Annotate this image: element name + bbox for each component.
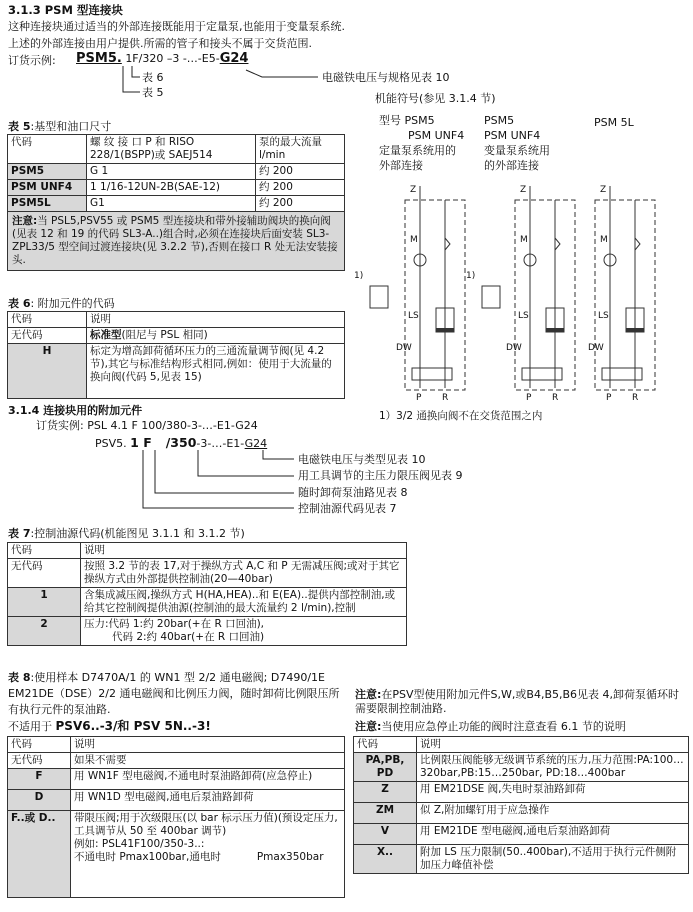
label-note-1: 1) (354, 271, 364, 281)
table-row (8, 588, 407, 617)
table8-title-bold: 表 8 (8, 671, 31, 684)
table6-title (8, 297, 115, 310)
code2-psv5: PSV5. (95, 437, 127, 450)
table8-right-code: ZM (354, 803, 417, 824)
table6-title-rest: : 附加元件的代码 (30, 297, 115, 310)
label-dw: DW (396, 343, 412, 353)
annotation-table6: 表 6 (142, 71, 164, 84)
table8-left-desc: 如果不需要 (71, 753, 345, 769)
table6-desc (87, 328, 345, 344)
table-row (354, 753, 689, 782)
order-label-2: 订货实例: (36, 419, 84, 432)
label-dw: DW (588, 343, 604, 353)
table7-code: 1 (8, 588, 81, 617)
symbols-col1-line2: PSM UNF4 (408, 129, 465, 142)
table8-left-desc (71, 811, 345, 898)
table8-right-header-code: 代码 (354, 737, 417, 753)
label-r: R (632, 393, 639, 403)
table7 (7, 542, 407, 646)
label-r: R (552, 393, 559, 403)
annotation-voltage: 电磁铁电压与规格见表 10 (322, 71, 450, 84)
label-m: M (410, 235, 418, 245)
table-row (354, 782, 689, 803)
annotation-4-4: 控制油源代码见表 7 (298, 502, 397, 515)
table7-desc-line1: 压力:代码 1:约 20bar(+在 R 口回油), (84, 618, 265, 630)
symbols-caption: 1）3/2 通换向阀不在交货范围之内 (379, 410, 543, 422)
code2-mid: -3-…-E1- (196, 437, 245, 450)
table5-flow: 约 200 (256, 164, 345, 180)
table-row (8, 344, 345, 399)
table7-title-bold: 表 7 (8, 527, 31, 540)
symbols-col1-line1: 型号 PSM5 (379, 114, 435, 127)
hydraulic-symbol-diagram (350, 178, 693, 406)
label-ls: LS (598, 311, 609, 321)
label-p: P (606, 393, 612, 403)
table8-left-desc: 用 WN1D 型电磁阀,通电后泵油路卸荷 (71, 790, 345, 811)
table5-header-code: 代码 (8, 135, 87, 164)
section-314-title: 3.1.4 连接块用的附加元件 (8, 404, 143, 417)
symbols-col1-line3: 定量泵系统用的 (379, 144, 456, 157)
table5-thread: G 1 (87, 164, 256, 180)
table5-code: PSM UNF4 (8, 180, 87, 196)
symbols-col2-line2: PSM UNF4 (484, 129, 541, 142)
order-code-g24: G24 (219, 51, 249, 66)
table5-code: PSM5L (8, 196, 87, 212)
code2-1f: 1 F (130, 435, 152, 450)
section-313-title: 3.1.3 PSM 型连接块 (8, 3, 123, 17)
symbols-col2-line3: 变量泵系统用 (484, 144, 550, 157)
table8-left-header-desc: 说明 (71, 737, 345, 753)
label-p: P (526, 393, 532, 403)
table8-right-code: V (354, 824, 417, 845)
table8-left-desc: 用 WN1F 型电磁阀,不通电时泵油路卸荷(应急停止) (71, 769, 345, 790)
annotation-4-1: 电磁铁电压与类型见表 10 (298, 453, 426, 466)
label-m: M (600, 235, 608, 245)
note2-label: 注意: (355, 720, 382, 733)
fd-line2: 例如: PSL41F100/350-3..: (74, 838, 205, 850)
label-ls: LS (518, 311, 529, 321)
table5-note (8, 212, 345, 271)
table7-code: 无代码 (8, 559, 81, 588)
table8-left-code: D (8, 790, 71, 811)
label-r: R (442, 393, 449, 403)
table6-code: H (8, 344, 87, 399)
table-row (354, 824, 689, 845)
table5-thread: G1 (87, 196, 256, 212)
table-row (8, 769, 345, 790)
table7-title-rest: :控制油源代码(机能图见 3.1.1 和 3.1.2 节) (30, 527, 245, 540)
table8-right-code: Z (354, 782, 417, 803)
table7-desc: 含集成减压阀,操纵方式 H(HA,HEA)..和 E(EA)..提供内部控制油,或给其它控制阀提供油源(控制油的最大流量约 2 l/min),控制 (81, 588, 407, 617)
label-m: M (520, 235, 528, 245)
table-row (8, 811, 345, 898)
table7-title (8, 527, 245, 540)
table6 (7, 311, 345, 399)
table5-title-bold: 表 5 (8, 120, 31, 133)
not-apply-bold: PSV6..-3/和 PSV 5N..-3! (55, 719, 211, 733)
annotation-symbol: 机能符号(参见 3.1.4 节) (375, 92, 496, 105)
table-row (354, 803, 689, 824)
code2-350: /350 (165, 435, 197, 450)
not-apply-text: 不适用于 (8, 720, 56, 733)
fd-line3b: Pmax350bar (256, 851, 324, 863)
table-row (354, 845, 689, 874)
order-code-psm5: PSM5. (76, 51, 122, 66)
table8-right-desc: 用 EM21DSE 阀,失电时泵油路卸荷 (417, 782, 689, 803)
table8-right-code: X.. (354, 845, 417, 874)
table6-title-bold: 表 6 (8, 297, 31, 310)
table5-title (8, 120, 111, 133)
table-row (8, 790, 345, 811)
table6-code: 无代码 (8, 328, 87, 344)
table7-desc-line2: 代码 2:约 40bar(+在 R 口回油) (112, 631, 265, 643)
table6-desc-bold: 标准型 (90, 329, 122, 341)
symbols-col3-line1: PSM 5L (594, 116, 634, 129)
table8-left-code: F..或 D.. (8, 811, 71, 898)
table-row (8, 328, 345, 344)
table6-desc: 标定为增高卸荷循环压力的三通流量调节阀(见 4.2 节),其它与标准结构形式相同,例如：使用于大流量的换向阀(代码 5,见表 15) (87, 344, 345, 399)
table8-right-code: PA,PB, PD (354, 753, 417, 782)
annotation-4-2: 用工具调节的主压力限压阀见表 9 (298, 469, 463, 482)
symbols-col2-line1: PSM5 (484, 114, 515, 127)
table7-code: 2 (8, 617, 81, 646)
label-p: P (416, 393, 422, 403)
table8-title (8, 670, 344, 718)
order-code-2: PSL 4.1 F 100/380-3-…-E1-G24 (87, 419, 258, 432)
label-z: Z (410, 185, 417, 195)
order-example-label: 订货示例: (8, 54, 56, 67)
table5-flow: 约 200 (256, 196, 345, 212)
fd-line1: 带限压阀;用于次级限压(以 bar 标示压力值)(预设定压力,工具调节从 50 至 400bar 调节) (74, 812, 338, 837)
order-annotation-lines (0, 0, 693, 110)
label-z: Z (520, 185, 527, 195)
label-ls: LS (408, 311, 419, 321)
table6-header-desc: 说明 (87, 312, 345, 328)
table8-right-desc: 用 EM21DE 型电磁阀,通电后泵油路卸荷 (417, 824, 689, 845)
table5-note-label: 注意: (12, 215, 38, 227)
label-dw: DW (506, 343, 522, 353)
table5-title-rest: :基型和油口尺寸 (30, 120, 112, 133)
label-z: Z (600, 185, 607, 195)
table7-desc: 按照 3.2 节的表 17,对于操纵方式 A,C 和 P 无需减压阀;或对于其它操纵方式由外部提供控制油(20—40bar) (81, 559, 407, 588)
table8-note-1 (355, 688, 689, 716)
table-row (8, 196, 345, 212)
section-313-line2: 上述的外部连接由用户提供.所需的管子和接头不属于交货范围. (8, 37, 312, 50)
table6-header-code: 代码 (8, 312, 87, 328)
table8-right-desc: 附加 LS 压力限制(50..400bar),不适用于执行元件侧附加压力峰值补偿 (417, 845, 689, 874)
annotation-4-3: 随时卸荷泵油路见表 8 (298, 486, 408, 499)
order-code-mid: 1F/320 –3 -…-E5- (125, 52, 220, 65)
table5-header-flow: 泵的最大流量 l/min (256, 135, 345, 164)
table5 (7, 134, 345, 271)
table8-left-code: F (8, 769, 71, 790)
table8-right-desc: 比例限压阀能够无级调节系统的压力,压力范围:PA:100…320bar,PB:15…250bar, PD:18…400bar (417, 753, 689, 782)
table8-left-header-code: 代码 (8, 737, 71, 753)
note2-text: 当使用应急停止功能的阀时注意查看 6.1 节的说明 (381, 720, 626, 733)
table8-note-2 (355, 720, 626, 733)
table6-desc-rest: (阻尼与 PSL 相同) (121, 329, 208, 341)
fd-line3a: 不通电时 Pmax100bar,通电时 (74, 851, 221, 863)
table-row (8, 617, 407, 646)
section-313-line1: 这种连接块通过适当的外部连接既能用于定量泵,也能用于变量泵系统. (8, 20, 345, 33)
code2-g24: G24 (244, 437, 268, 450)
table8-title-rest: :使用样本 D7470A/1 的 WN1 型 2/2 通电磁阀; D7490/1E EM21DE（DSE）2/2 通电磁阀和比例压力阀，随时卸荷比例限压所有执行元件的泵油路. (8, 671, 340, 716)
table8-right-desc: 似 Z,附加螺钉用于应急操作 (417, 803, 689, 824)
table7-header-desc: 说明 (81, 543, 407, 559)
symbols-col1-line4: 外部连接 (379, 159, 423, 172)
table5-flow: 约 200 (256, 180, 345, 196)
table7-desc (81, 617, 407, 646)
table-row (8, 180, 345, 196)
table7-header-code: 代码 (8, 543, 81, 559)
table8-left (7, 736, 345, 898)
table5-code: PSM5 (8, 164, 87, 180)
table-row (8, 164, 345, 180)
label-note-1: 1) (466, 271, 476, 281)
symbols-col2-line4: 的外部连接 (484, 159, 539, 172)
table8-not-apply (8, 720, 211, 733)
table8-right-header-desc: 说明 (417, 737, 689, 753)
table5-note-text: 当 PSL5,PSV55 或 PSM5 型连接块和带外接辅助阀块的换向阀(见表 12 和 19 的代码 SL3-A..)组合时,必须在连接块后面安装 SL3-ZPL33/5 型空间过渡连接块(见 3.2.2 节),否则在接口 R 处无法安装接头. (12, 215, 338, 266)
annotation-table5: 表 5 (142, 86, 164, 99)
table-row (8, 753, 345, 769)
table-row (8, 559, 407, 588)
table8-left-code: 无代码 (8, 753, 71, 769)
table5-header-thread: 螺 纹 接 口 P 和 RISO 228/1(BSPP)或 SAEJ514 (87, 135, 256, 164)
note1-label: 注意: (355, 688, 382, 701)
fd-line3 (74, 851, 341, 864)
note1-text: 在PSV型使用附加元件S,W,或B4,B5,B6见表 4,卸荷泵循环时需要限制控制油路. (355, 688, 680, 715)
table5-thread: 1 1/16-12UN-2B(SAE-12) (87, 180, 256, 196)
table8-right (353, 736, 689, 874)
